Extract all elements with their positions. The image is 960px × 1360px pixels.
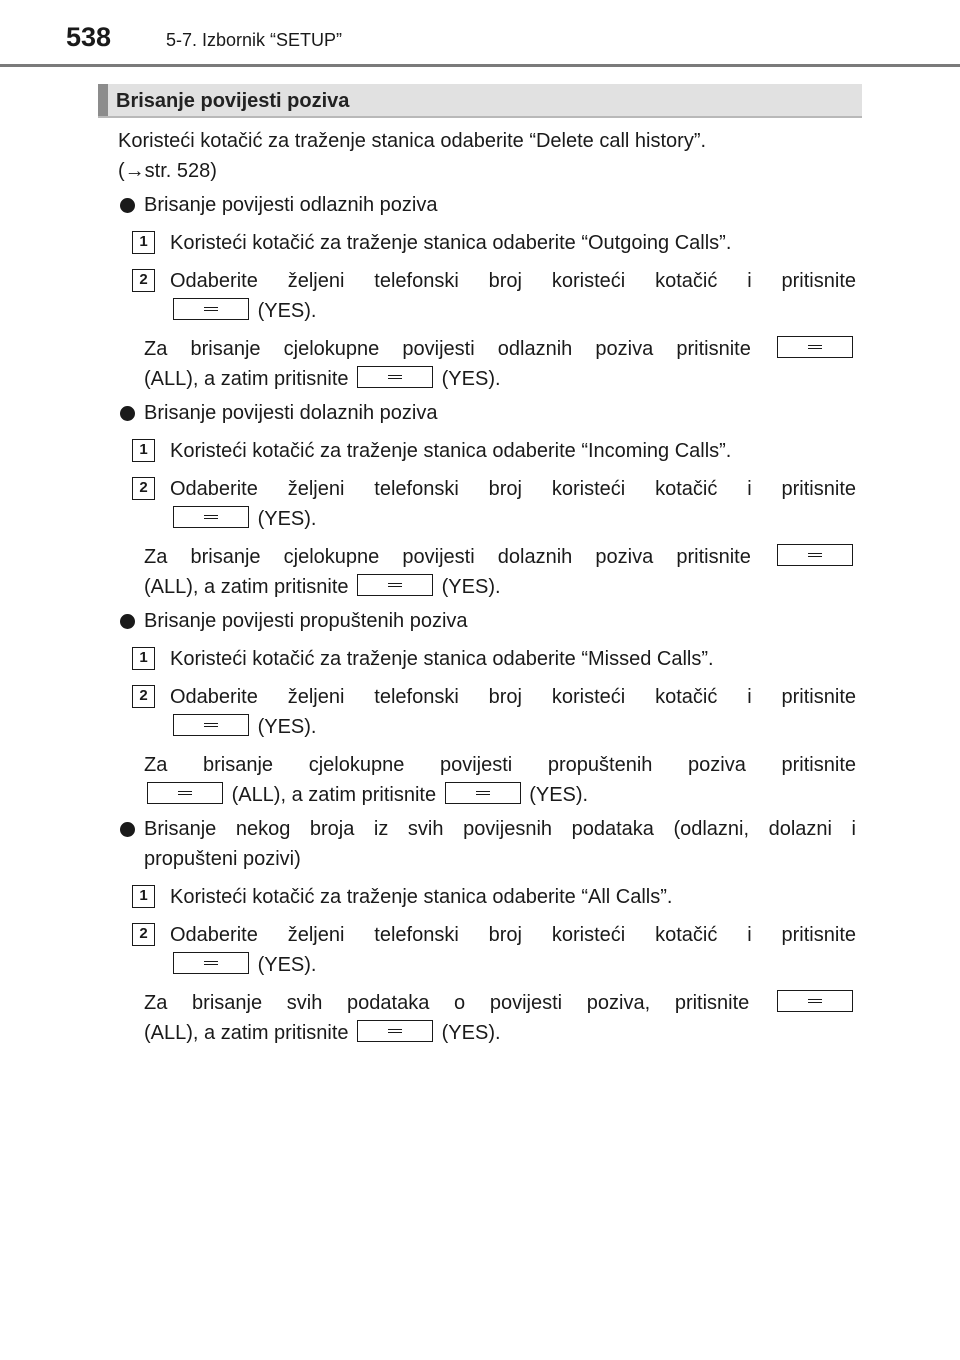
yes-button-icon [173,952,249,974]
content [118,126,856,1048]
note-text: Za brisanje cjelokupne povijesti propuštenih poziva pritisnite [144,754,856,776]
note-text: (YES). [441,368,501,390]
note-text: (YES). [441,1022,501,1044]
step-text-tail: (YES). [257,300,317,322]
step-1 [118,436,856,466]
yes-button-icon [357,366,433,388]
note [118,542,856,602]
yes-button-icon [173,714,249,736]
bullet-heading-text: Brisanje povijesti dolaznih poziva [144,402,438,424]
all-button-icon [777,336,853,358]
note-text: Za brisanje cjelokupne povijesti odlaznih poziva pritisnite [144,338,751,360]
section-accent [98,84,108,116]
note-text: (YES). [441,576,501,598]
note-text: (ALL), a zatim pritisnite [144,576,349,598]
all-button-icon [777,544,853,566]
step-number-icon: 2 [132,269,155,292]
yes-button-icon [173,506,249,528]
step-1 [118,882,856,912]
step-text: Koristeći kotačić za traženje stanica odaberite “Incoming Calls”. [170,440,732,462]
step-text: Koristeći kotačić za traženje stanica odaberite “Missed Calls”. [170,648,714,670]
note-text: (ALL), a zatim pritisnite [144,1022,349,1044]
bullet-icon [120,614,135,629]
step-number-icon: 1 [132,439,155,462]
note-text: (YES). [529,784,589,806]
header-rule [0,64,960,67]
step-number-icon: 1 [132,231,155,254]
step-number-icon: 2 [132,923,155,946]
intro-reference: (→str. 528) [118,160,217,182]
bullet-heading-text: propušteni pozivi) [144,848,301,870]
step-text: Koristeći kotačić za traženje stanica odaberite “Outgoing Calls”. [170,232,732,254]
step-text: Odaberite željeni telefonski broj koristeći kotačić i pritisnite [170,686,856,708]
step-2 [118,682,856,742]
step-number-icon: 2 [132,685,155,708]
intro-paragraph [118,126,856,186]
bullet-heading-text: Brisanje povijesti propuštenih poziva [144,610,468,632]
page-number: 538 [66,22,112,52]
step-1 [118,228,856,258]
step-text: Odaberite željeni telefonski broj koristeći kotačić i pritisnite [170,270,856,292]
intro-line: Koristeći kotačić za traženje stanica odaberite “Delete call history”. [118,130,707,152]
note-text: Za brisanje cjelokupne povijesti dolaznih poziva pritisnite [144,546,751,568]
all-button-icon [147,782,223,804]
yes-button-icon [173,298,249,320]
bullet-heading [118,814,856,874]
all-button-icon [777,990,853,1012]
step-text-tail: (YES). [257,508,317,530]
chapter-title: 5-7. Izbornik “SETUP” [166,30,343,50]
step-1 [118,644,856,674]
yes-button-icon [357,1020,433,1042]
note [118,988,856,1048]
bullet-heading-text: Brisanje povijesti odlaznih poziva [144,194,438,216]
step-text-tail: (YES). [257,954,317,976]
step-2 [118,474,856,534]
bullet-heading [118,190,856,220]
section-header [98,84,862,118]
note [118,334,856,394]
note-text: (ALL), a zatim pritisnite [231,784,437,806]
step-2 [118,266,856,326]
step-text: Odaberite željeni telefonski broj koristeći kotačić i pritisnite [170,478,856,500]
bullet-heading-text: Brisanje nekog broja iz svih povijesnih podataka (odlazni, dolazni i [144,818,856,840]
bullet-heading [118,606,856,636]
step-text: Odaberite željeni telefonski broj koristeći kotačić i pritisnite [170,924,856,946]
section-title: Brisanje povijesti poziva [116,90,350,112]
bullet-heading [118,398,856,428]
step-2 [118,920,856,980]
note-text: Za brisanje svih podataka o povijesti poziva, pritisnite [144,992,750,1014]
yes-button-icon [357,574,433,596]
step-number-icon: 2 [132,477,155,500]
step-text: Koristeći kotačić za traženje stanica odaberite “All Calls”. [170,886,673,908]
note-text: (ALL), a zatim pritisnite [144,368,349,390]
step-number-icon: 1 [132,647,155,670]
step-text-tail: (YES). [257,716,317,738]
bullet-icon [120,198,135,213]
note [118,750,856,810]
step-number-icon: 1 [132,885,155,908]
yes-button-icon [445,782,521,804]
bullet-icon [120,406,135,421]
bullet-icon [120,822,135,837]
